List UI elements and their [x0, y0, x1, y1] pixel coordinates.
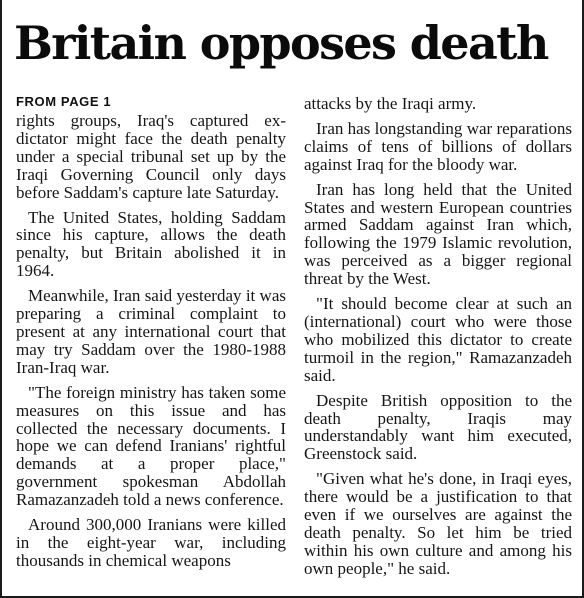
paragraph: rights groups, Iraq's captured ex-dictator might face the death penalty under a special tribunal set up by the Iraqi Governing Council only days before Saddam's capture late Saturday.: [16, 111, 286, 202]
paragraph: attacks by the Iraqi army.: [304, 94, 477, 113]
paragraph: "Given what he's done, in Iraqi eyes, there would be a justification to that even if we ourselves are against the death penalty. So let him be tried within his own culture and among his own people," he said.: [304, 469, 572, 578]
article-column-left: [16, 92, 286, 577]
paragraph: Iran has longstanding war reparations claims of tens of billions of dollars against Iraq for the bloody war.: [304, 118, 572, 174]
paragraph: "It should become clear at such an (international) court who were those who mobilized this dictator to create turmoil in the region," Ramazanzadeh said.: [304, 294, 572, 385]
headline: Britain opposes death: [14, 16, 548, 70]
article-column-right: [304, 95, 572, 585]
paragraph: Iran has long held that the United States and western European countries armed Saddam against Iran which, following the 1979 Islamic revolution, was perceived as a bigger regional threat by the West.: [304, 179, 572, 289]
paragraph: "The foreign ministry has taken some measures on this issue and has collected the necessary documents. I hope we can defend Iranians' rightful demands at a proper place," government spokesman Abdollah Ramazanzadeh told a news conference.: [16, 382, 286, 510]
paragraph: Around 300,000 Iranians were killed in the eight-year war, including thousands in chemical weapons: [16, 515, 286, 570]
paragraph: The United States, holding Saddam since his capture, allows the death penalty, but Britain abolished it in 1964.: [16, 207, 286, 281]
paragraph: Despite British opposition to the death penalty, Iraqis may understandably want him executed, Greenstock said.: [304, 390, 572, 464]
continued-from-label: FROM PAGE 1: [16, 94, 112, 109]
paragraph: Meanwhile, Iran said yesterday it was preparing a criminal complaint to present at any international court that may try Saddam over the 1980-1988 Iran-Iraq war.: [16, 286, 286, 377]
